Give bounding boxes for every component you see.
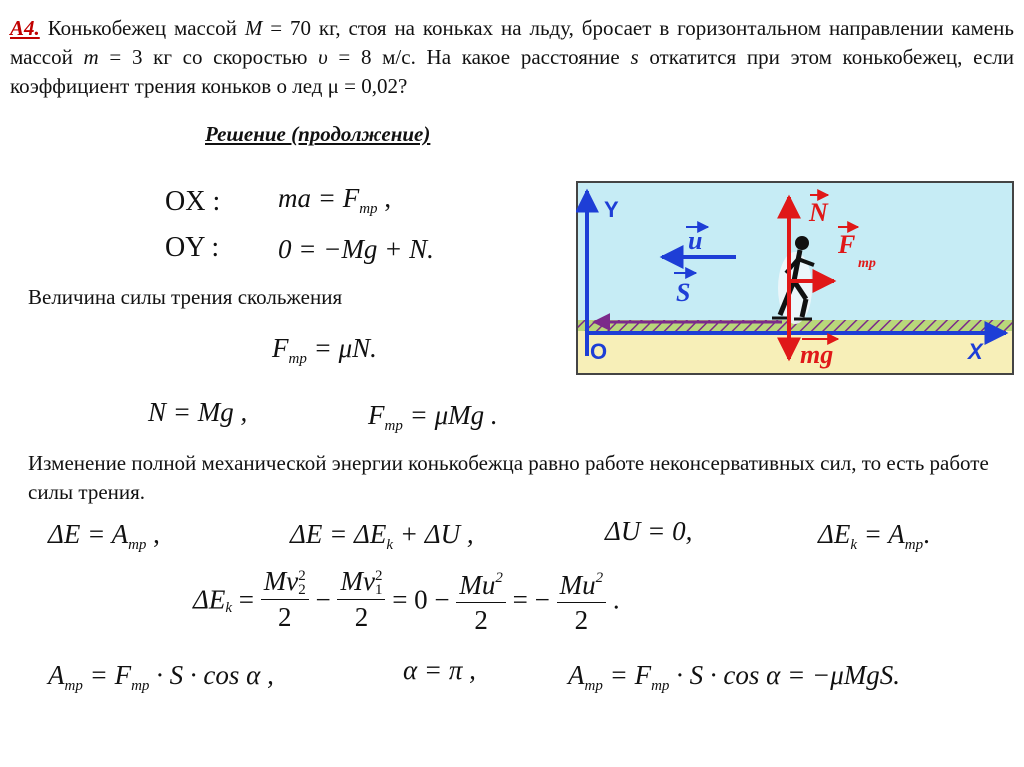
dek-equals-a: $\Delta E_k = A_{тр}$. [818, 519, 930, 553]
du-zero: ΔU = 0, [605, 516, 693, 546]
solution-subtitle: Решение (продолжение) [205, 122, 431, 146]
fraction-mv2-2: Mv 2 2 2 [261, 566, 309, 635]
vector-u-label: u [688, 226, 703, 255]
ox-equation: ma = $F_{тр}$ , [278, 183, 392, 217]
normal-force-equation: N = Mg , [148, 397, 248, 427]
friction-text: Величина силы трения скольжения [28, 285, 343, 309]
vector-s-label: S [676, 278, 691, 307]
origin-label: O [590, 339, 608, 364]
oy-label: OY : [165, 232, 220, 263]
energy-text: Изменение полной механической энергии конькобежца равно работе неконсервативных сил, то есть работе силы трения. [28, 451, 989, 504]
vector-n-label: N [809, 198, 828, 227]
fraction-mv1-2: Mv 2 1 2 [337, 566, 385, 635]
work-final-equation: $A_{тр} = F_{тр} \cdot S \cdot \cos \alpha = -\mu MgS$. [568, 660, 901, 694]
ice-ground [578, 331, 1012, 373]
friction-equation: $F_{тр} = \mu N$. [272, 333, 377, 367]
de-equals-a: $\Delta E = A_{тр}$ , [48, 519, 160, 553]
vector-f-label: F [838, 230, 856, 259]
y-axis-label: Y [604, 197, 619, 222]
friction-mg-equation: $F_{тр} = \mu Mg$ . [368, 400, 498, 434]
problem-number: А4. [10, 16, 40, 40]
oy-equation: 0 = −Mg + N. [278, 234, 434, 264]
vector-f-subscript: тр [858, 256, 876, 271]
de-sum: $\Delta E = \Delta E_k + \Delta U$ , [290, 519, 474, 553]
vector-mg-label: mg [800, 340, 834, 369]
ox-label: OX : [165, 186, 221, 217]
fraction-mu-2-a: $\frac{Mu^2}{2}$ [456, 563, 506, 637]
fraction-mu-2-b: $\frac{Mu^2}{2}$ [557, 563, 607, 637]
problem-statement: А4. Конькобежец массой M = 70 кг, стоя на коньках на льду, бросает в горизонтальном направлении камень массой m = 3 кг со скоростью υ = 8 м/с. На какое расстояние s откатится при этом конькобежец, если коэффициент трения коньков о лед μ = 0,02? [10, 16, 1014, 98]
force-diagram [576, 181, 1014, 375]
alpha-equals-pi: α = π , [403, 655, 476, 685]
kinetic-energy-equation: $\Delta E_k$ = Mv 2 2 2 − Mv 2 1 2 = 0 − $\frac{Mu^2}{2}$ = − $\frac{Mu^2}{2}$ . [193, 563, 620, 637]
work-equation: $A_{тр} = F_{тр} \cdot S \cdot \cos \alpha$ , [48, 660, 274, 694]
x-axis-label: X [968, 339, 983, 364]
